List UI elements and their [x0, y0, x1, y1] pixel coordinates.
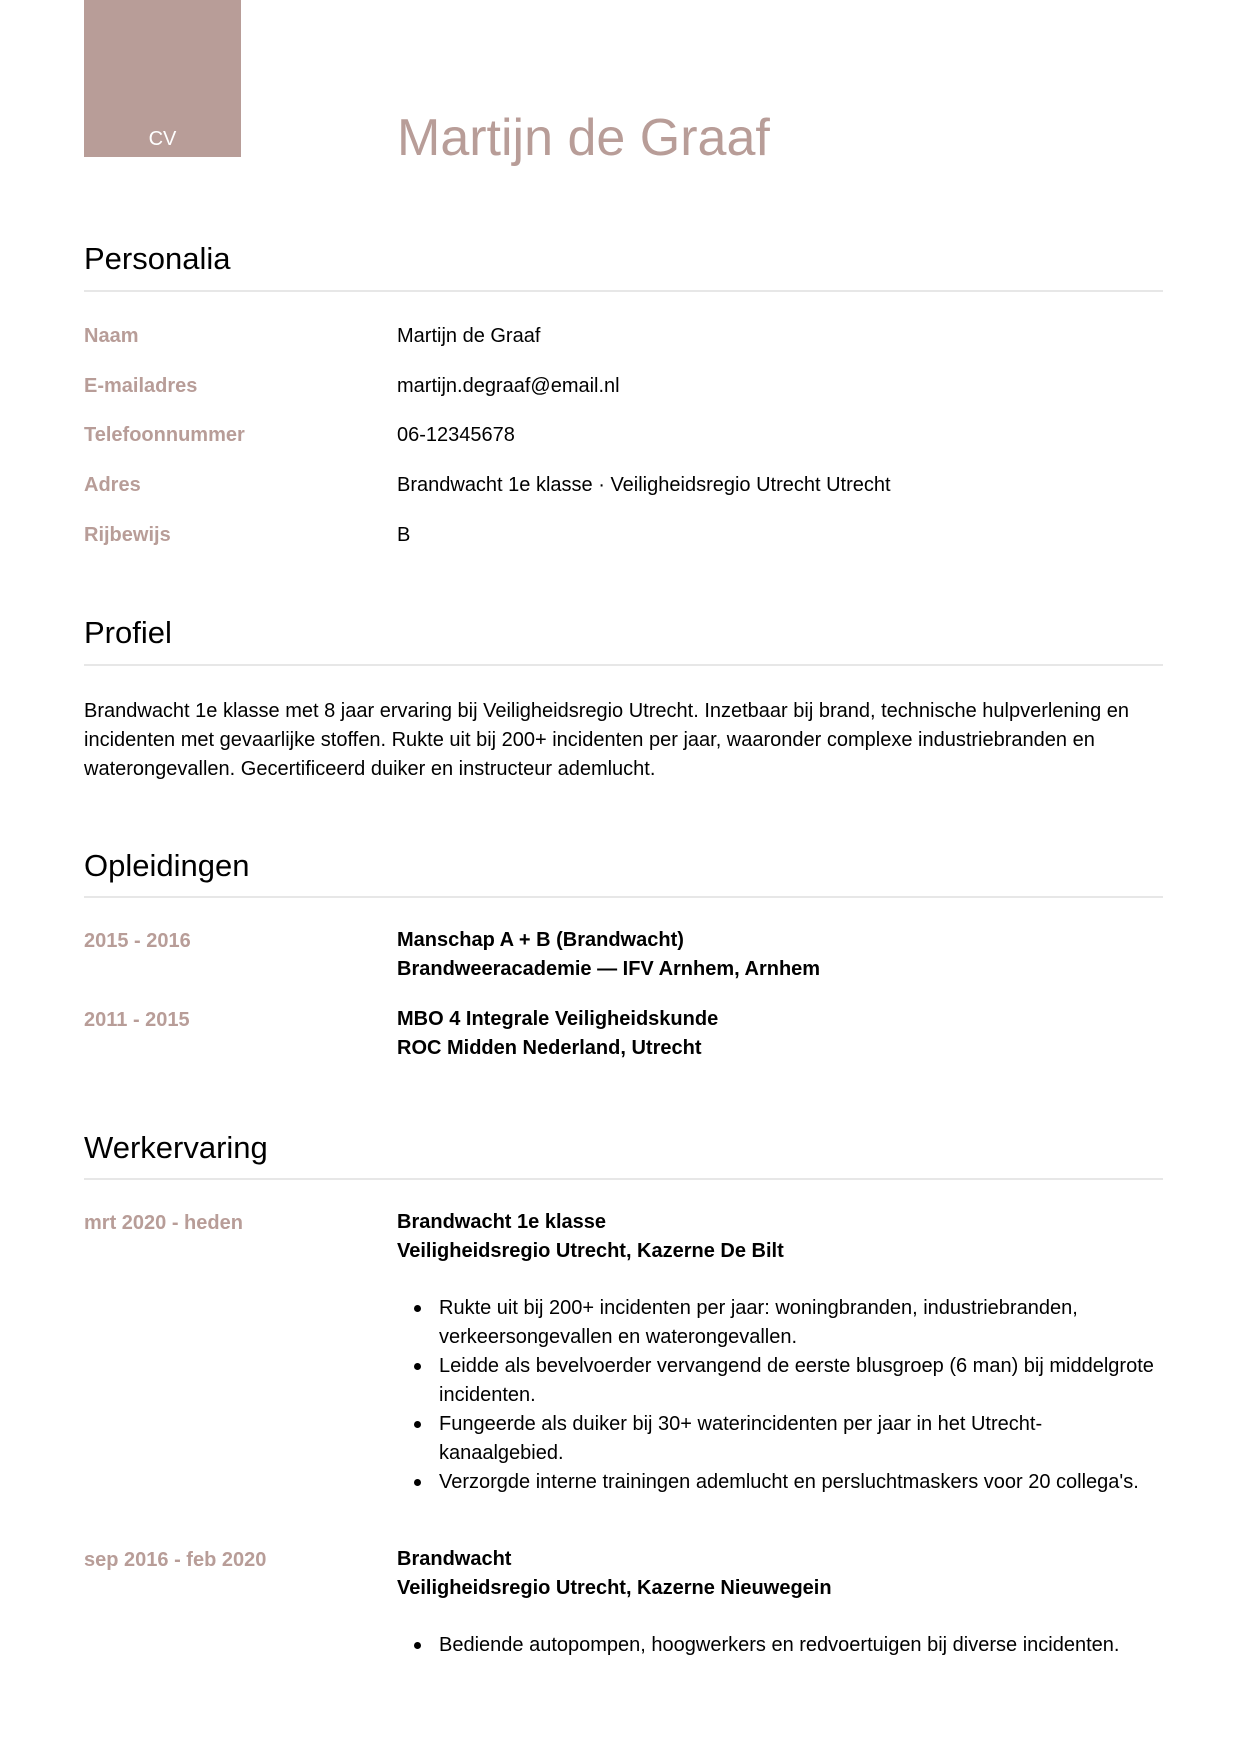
photo-placeholder — [84, 0, 241, 157]
value-naam: Martijn de Graaf — [397, 325, 541, 347]
education-title: Manschap A + B (Brandwacht) — [397, 929, 684, 951]
section-heading-profiel: Profiel — [84, 615, 172, 650]
education-institution: ROC Midden Nederland, Utrecht — [397, 1037, 702, 1059]
section-heading-werkervaring: Werkervaring — [84, 1130, 268, 1165]
value-email: martijn.degraaf@email.nl — [397, 375, 620, 397]
job-bullets — [397, 1631, 1157, 1660]
label-naam: Naam — [84, 325, 139, 347]
list-item — [397, 1410, 1157, 1468]
value-rijbewijs: B — [397, 524, 411, 546]
job-employer: Veiligheidsregio Utrecht, Kazerne De Bilt — [397, 1240, 784, 1262]
education-title: MBO 4 Integrale Veiligheidskunde — [397, 1008, 719, 1030]
label-email: E-mailadres — [84, 375, 198, 397]
job-employer: Veiligheidsregio Utrecht, Kazerne Nieuwegein — [397, 1577, 832, 1599]
job-period: mrt 2020 - heden — [84, 1212, 243, 1234]
list-item — [397, 1352, 1157, 1410]
education-institution: Brandweeracademie — IFV Arnhem, Arnhem — [397, 958, 821, 980]
section-divider — [84, 1178, 1163, 1180]
job-bullets — [397, 1294, 1157, 1497]
profile-text: Brandwacht 1e klasse met 8 jaar ervaring bij Veiligheidsregio Utrecht. Inzetbaar bij brand, technische hulpverlening en incidenten met gevaarlijke stoffen. Rukte uit bij 200+ incidenten per jaar, waaronder complexe industriebranden en waterongevallen. Gecertificeerd duiker en instructeur ademlucht. — [84, 700, 1130, 780]
education-period: 2015 - 2016 — [84, 930, 191, 952]
bullet-icon — [414, 1642, 421, 1649]
list-item — [397, 1468, 1157, 1497]
bullet-text: Verzorgde interne trainingen ademlucht en persluchtmaskers voor 20 collega's. — [439, 1471, 1139, 1493]
education-period: 2011 - 2015 — [84, 1009, 190, 1031]
label-rijbewijs: Rijbewijs — [84, 524, 171, 546]
list-item — [397, 1631, 1157, 1660]
bullet-icon — [414, 1479, 421, 1486]
section-heading-personalia: Personalia — [84, 241, 231, 276]
job-title: Brandwacht 1e klasse — [397, 1211, 606, 1233]
bullet-icon — [414, 1305, 421, 1312]
value-adres: Brandwacht 1e klasse · Veiligheidsregio Utrecht Utrecht — [397, 474, 891, 496]
bullet-text: Bediende autopompen, hoogwerkers en redvoertuigen bij diverse incidenten. — [439, 1634, 1120, 1656]
job-title: Brandwacht — [397, 1548, 512, 1570]
page-title: Martijn de Graaf — [397, 109, 770, 167]
bullet-text: Fungeerde als duiker bij 30+ waterincidenten per jaar in het Utrecht-kanaalgebied. — [439, 1413, 1043, 1464]
bullet-text: Leidde als bevelvoerder vervangend de eerste blusgroep (6 man) bij middelgrote incidenten. — [439, 1355, 1154, 1406]
list-item — [397, 1294, 1157, 1352]
bullet-icon — [414, 1363, 421, 1370]
bullet-icon — [414, 1421, 421, 1428]
section-heading-opleidingen: Opleidingen — [84, 848, 250, 883]
section-divider — [84, 290, 1163, 292]
label-adres: Adres — [84, 474, 141, 496]
value-telefoon: 06-12345678 — [397, 424, 515, 446]
photo-label: CV — [148, 128, 177, 150]
bullet-text: Rukte uit bij 200+ incidenten per jaar: woningbranden, industriebranden, verkeersongevallen en waterongevallen. — [439, 1297, 1078, 1348]
section-divider — [84, 664, 1163, 666]
job-period: sep 2016 - feb 2020 — [84, 1549, 267, 1571]
section-divider — [84, 896, 1163, 898]
label-telefoon: Telefoonnummer — [84, 424, 245, 446]
